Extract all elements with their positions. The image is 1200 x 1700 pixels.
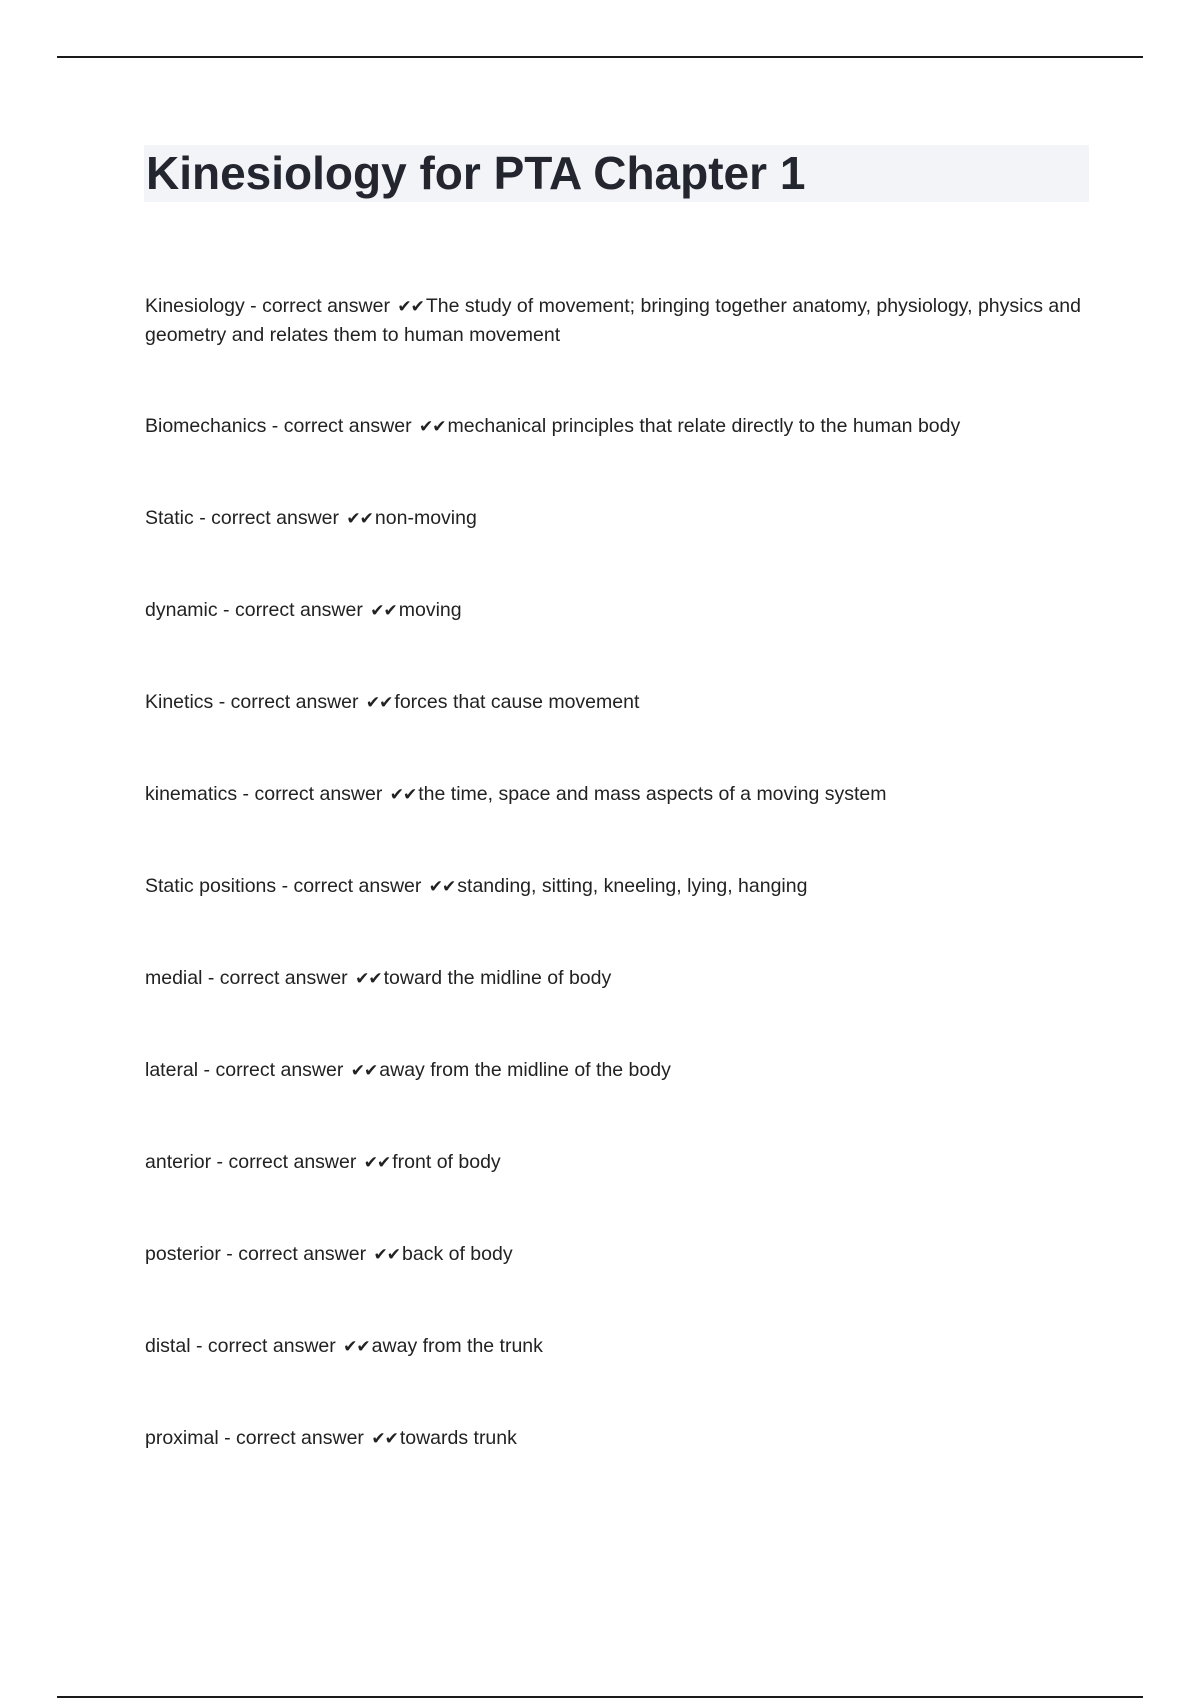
check-icon: ✔✔ (370, 601, 397, 621)
answer: non-moving (374, 507, 477, 529)
qa-entry-static (145, 504, 1090, 533)
answer: forces that cause movement (394, 691, 640, 713)
term: medial (145, 967, 203, 989)
answer: back of body (402, 1243, 513, 1265)
marker: correct answer (262, 295, 390, 317)
check-icon: ✔✔ (346, 509, 373, 529)
separator: - (237, 783, 255, 805)
qa-entry-dynamic (145, 596, 1090, 625)
top-rule (57, 56, 1143, 58)
separator: - (220, 1243, 239, 1265)
qa-entry-distal (145, 1332, 1090, 1361)
separator: - (190, 1335, 208, 1357)
answer: standing, sitting, kneeling, lying, hanging (457, 875, 808, 897)
separator: - (244, 295, 263, 317)
term: distal (145, 1335, 191, 1357)
qa-entry-proximal (145, 1424, 1090, 1453)
answer: The study of movement; bringing together anatomy, physiology, physics and geometry and relates them to human movement (145, 295, 1081, 346)
check-icon: ✔✔ (350, 1061, 378, 1081)
answer: the time, space and mass aspects of a moving system (418, 783, 887, 805)
page-title: Kinesiology for PTA Chapter 1 (146, 147, 806, 199)
term: anterior (145, 1151, 212, 1173)
answer: away from the trunk (371, 1335, 543, 1357)
marker: correct answer (234, 599, 363, 621)
separator: - (217, 599, 235, 621)
marker: correct answer (238, 1243, 367, 1265)
term: Kinetics (145, 691, 214, 713)
answer: away from the midline of the body (379, 1059, 671, 1081)
separator: - (211, 1151, 229, 1173)
answer: front of body (392, 1151, 501, 1173)
term: kinematics (145, 783, 238, 805)
separator: - (218, 1427, 237, 1449)
separator: - (193, 507, 212, 529)
check-icon: ✔✔ (371, 1429, 398, 1449)
marker: correct answer (215, 1059, 344, 1081)
marker: correct answer (293, 875, 422, 897)
term: lateral (145, 1059, 199, 1081)
marker: correct answer (236, 1427, 364, 1449)
qa-entry-kinesiology (145, 292, 1090, 349)
marker: correct answer (207, 1335, 336, 1357)
answer: towards trunk (399, 1427, 517, 1449)
check-icon: ✔✔ (419, 417, 446, 437)
qa-entry-static-positions (145, 872, 1090, 901)
separator: - (198, 1059, 216, 1081)
check-icon: ✔✔ (343, 1337, 370, 1357)
qa-entry-medial (145, 964, 1090, 993)
marker: correct answer (228, 1151, 357, 1173)
qa-entry-posterior (145, 1240, 1090, 1269)
separator: - (266, 415, 284, 437)
qa-entry-biomechanics (145, 412, 1090, 441)
qa-entry-anterior (145, 1148, 1090, 1177)
check-icon: ✔✔ (389, 785, 417, 805)
check-icon: ✔✔ (373, 1245, 401, 1265)
term: posterior (145, 1243, 221, 1265)
check-icon: ✔✔ (365, 693, 393, 713)
term: Biomechanics (145, 415, 267, 437)
answer: mechanical principles that relate directly to the human body (447, 415, 961, 437)
qa-entry-kinematics (145, 780, 1090, 809)
answer: moving (398, 599, 462, 621)
term: dynamic (145, 599, 218, 621)
separator: - (213, 691, 231, 713)
marker: correct answer (211, 507, 339, 529)
marker: correct answer (283, 415, 412, 437)
answer: toward the midline of body (383, 967, 612, 989)
qa-entry-kinetics (145, 688, 1090, 717)
check-icon: ✔✔ (397, 297, 424, 317)
term: proximal (145, 1427, 219, 1449)
qa-entry-lateral (145, 1056, 1090, 1085)
check-icon: ✔✔ (355, 969, 382, 989)
separator: - (202, 967, 220, 989)
term: Static (145, 507, 194, 529)
qa-list (145, 292, 1090, 1453)
separator: - (276, 875, 294, 897)
check-icon: ✔✔ (428, 877, 456, 897)
marker: correct answer (219, 967, 348, 989)
marker: correct answer (254, 783, 383, 805)
marker: correct answer (230, 691, 359, 713)
check-icon: ✔✔ (363, 1153, 391, 1173)
bottom-rule (57, 1696, 1143, 1698)
term: Kinesiology (145, 295, 245, 317)
term: Static positions (145, 875, 277, 897)
